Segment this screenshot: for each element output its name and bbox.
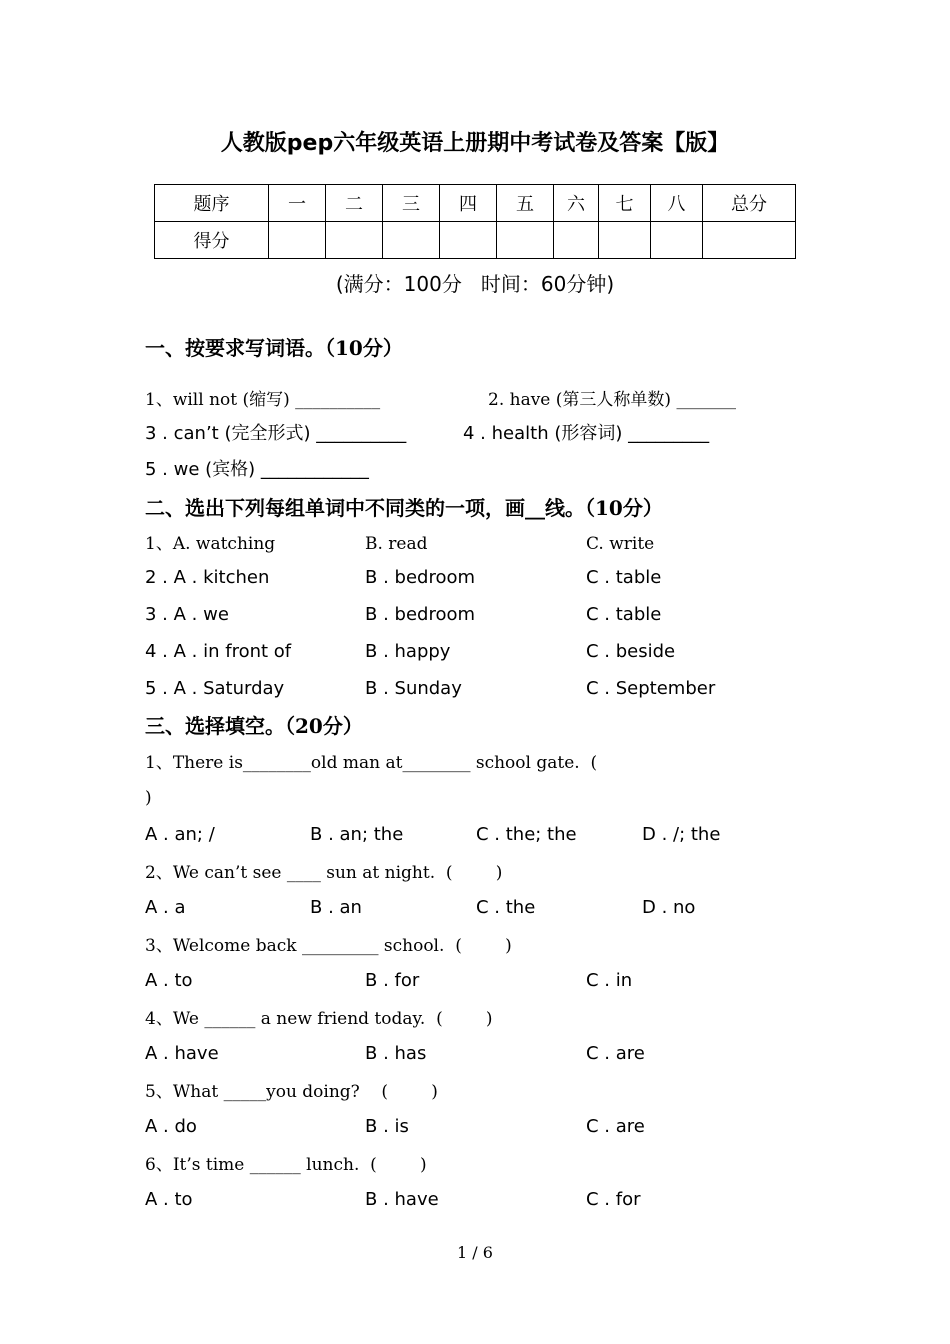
section-1-question: 4 . health (形容词) _________: [463, 423, 710, 444]
section-2-option: B . Sunday: [365, 678, 462, 699]
section-2-option: C . September: [586, 678, 716, 699]
section-2-option: 1、A. watching: [145, 534, 276, 554]
section-3-question: 6、It’s time ______ lunch. ( ): [145, 1155, 427, 1175]
section-3-question: 2、We can’t see ____ sun at night. ( ): [145, 863, 503, 883]
section-3-option: C . the; the: [476, 824, 577, 845]
score-cell: [269, 222, 326, 259]
section-3-option: C . for: [586, 1189, 641, 1210]
score-header-cell: 八: [651, 185, 703, 222]
section-1-question: 3 . can’t (完全形式) __________: [145, 423, 407, 444]
section-1-question: 5 . we (宾格) ____________: [145, 459, 369, 480]
section-2-option: B . bedroom: [365, 567, 476, 588]
section-2-option: C . table: [586, 567, 662, 588]
score-table-header-row: [155, 185, 796, 222]
section-1-heading: 一、按要求写词语。（10分）: [145, 336, 403, 360]
section-3-option: C . are: [586, 1116, 645, 1137]
score-header-cell: 二: [326, 185, 383, 222]
section-3-option: C . the: [476, 897, 536, 918]
score-cell: [554, 222, 599, 259]
section-2-option: B . happy: [365, 641, 451, 662]
score-cell: [383, 222, 440, 259]
section-2-heading: 二、选出下列每组单词中不同类的一项，画__线。（10分）: [145, 496, 663, 520]
section-3-option: A . have: [145, 1043, 219, 1064]
section-3-option: C . in: [586, 970, 633, 991]
score-cell: [440, 222, 497, 259]
section-3-question-continued: ): [145, 788, 152, 808]
section-3-question: 1、There is________old man at________ school gate. (: [145, 753, 598, 773]
section-2-option: 3 . A . we: [145, 604, 229, 625]
section-3-option: B . an; the: [310, 824, 404, 845]
section-3-option: D . no: [642, 897, 696, 918]
section-3-option: A . do: [145, 1116, 197, 1137]
section-3-option: B . for: [365, 970, 420, 991]
score-cell: [703, 222, 796, 259]
section-3-option: A . to: [145, 1189, 193, 1210]
section-2-option: 4 . A . in front of: [145, 641, 292, 662]
section-2-option: B. read: [365, 534, 428, 554]
score-header-cell: 五: [497, 185, 554, 222]
score-header-cell: 题序: [155, 185, 269, 222]
score-table-score-row: [155, 222, 796, 259]
section-1-question: 1、will not (缩写) __________: [145, 390, 381, 410]
section-3-question: 4、We ______ a new friend today. ( ): [145, 1009, 493, 1029]
section-3-option: B . an: [310, 897, 362, 918]
section-3-option: A . a: [145, 897, 186, 918]
section-3-option: A . to: [145, 970, 193, 991]
section-3-option: B . is: [365, 1116, 409, 1137]
section-3-heading: 三、选择填空。（20分）: [145, 714, 363, 738]
score-table: [154, 184, 796, 259]
score-cell: [497, 222, 554, 259]
score-header-cell: 七: [599, 185, 651, 222]
score-header-cell: 总分: [703, 185, 796, 222]
section-2-option: 2 . A . kitchen: [145, 567, 270, 588]
section-2-option: C . table: [586, 604, 662, 625]
score-cell: [599, 222, 651, 259]
section-2-option: 5 . A . Saturday: [145, 678, 285, 699]
section-3-option: B . have: [365, 1189, 439, 1210]
section-1-question: 2. have (第三人称单数) _______: [488, 390, 736, 410]
score-header-cell: 六: [554, 185, 599, 222]
section-3-option: B . has: [365, 1043, 427, 1064]
section-2-option: C. write: [586, 534, 655, 554]
section-3-question: 3、Welcome back _________ school. ( ): [145, 936, 512, 956]
section-3-option: D . /; the: [642, 824, 721, 845]
score-row-label: 得分: [155, 222, 269, 259]
exam-info: (满分：100分 时间：60分钟): [335, 272, 615, 296]
section-2-option: C . beside: [586, 641, 676, 662]
section-2-option: B . bedroom: [365, 604, 476, 625]
score-header-cell: 三: [383, 185, 440, 222]
score-header-cell: 一: [269, 185, 326, 222]
section-3-option: A . an; /: [145, 824, 215, 845]
page-number: 1 / 6: [457, 1243, 493, 1262]
page-title: 人教版pep六年级英语上册期中考试卷及答案【版】: [220, 131, 730, 156]
score-cell: [326, 222, 383, 259]
score-header-cell: 四: [440, 185, 497, 222]
section-3-option: C . are: [586, 1043, 645, 1064]
section-3-question: 5、What _____you doing? ( ): [145, 1082, 438, 1102]
score-cell: [651, 222, 703, 259]
